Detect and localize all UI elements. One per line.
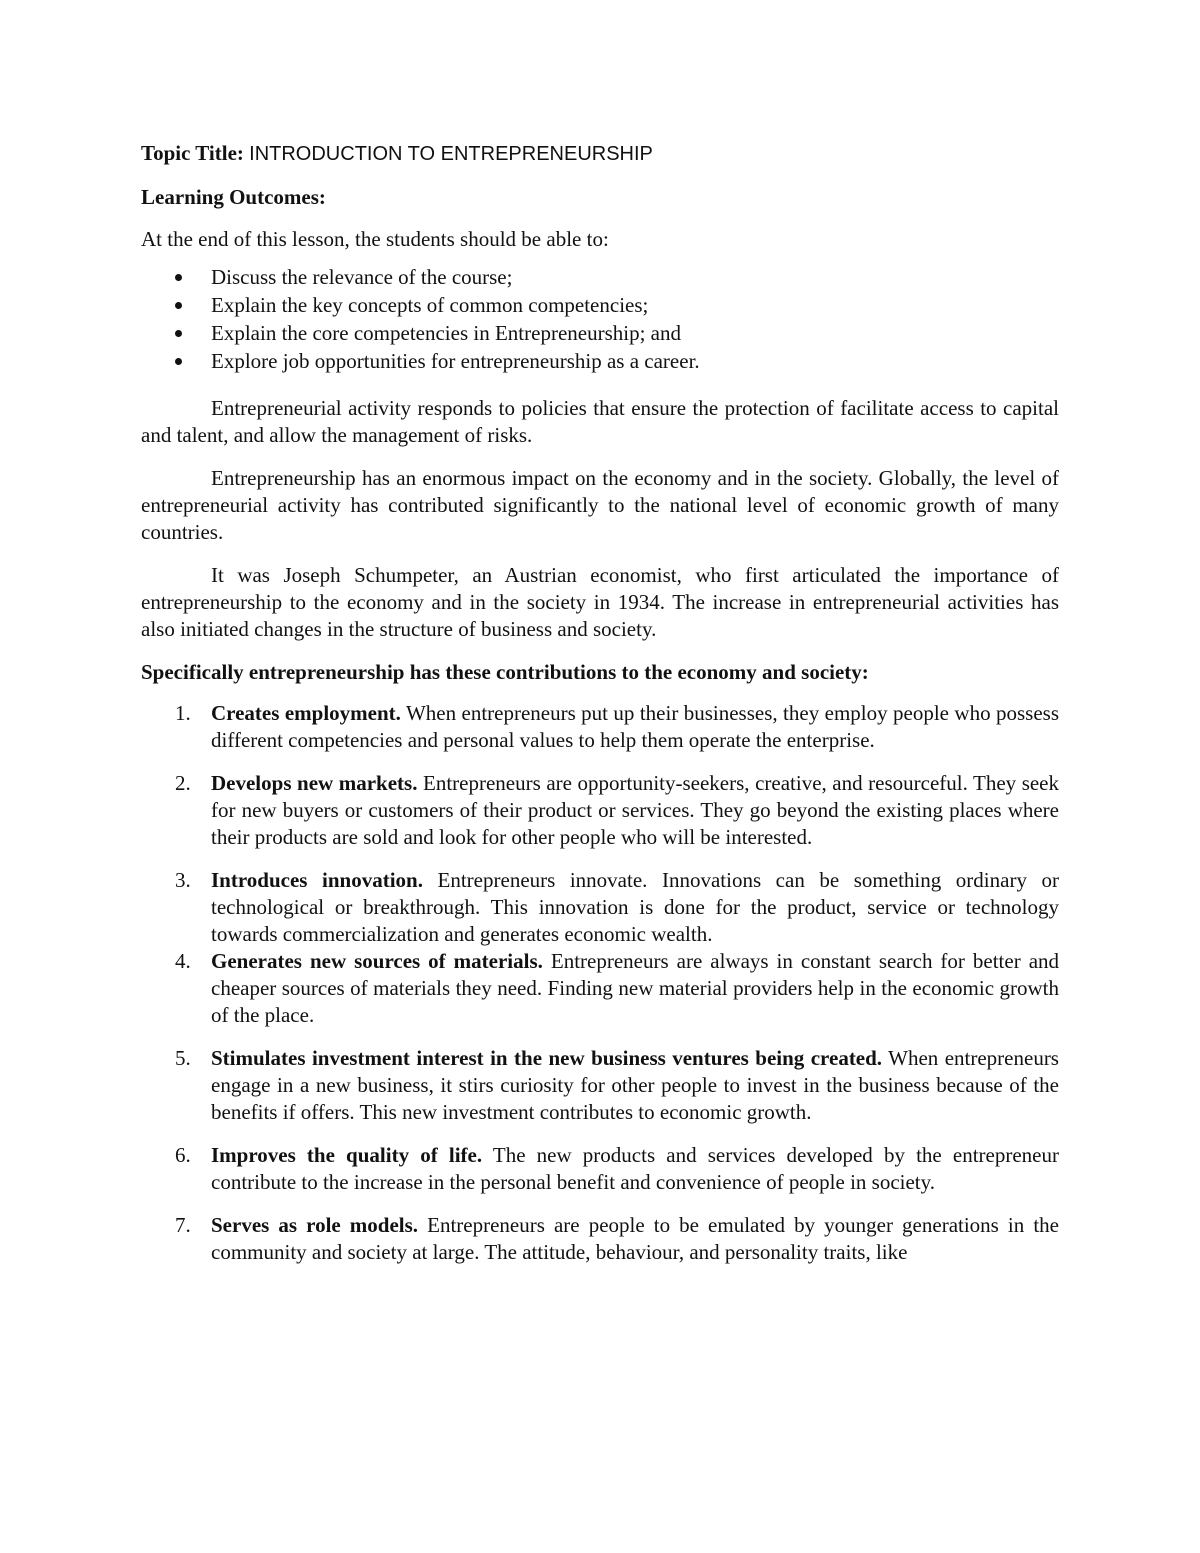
item-term: Stimulates investment interest in the new business ventures being created. [211, 1046, 883, 1070]
item-term: Serves as role models. [211, 1213, 419, 1237]
contributions-heading: Specifically entrepreneurship has these contributions to the economy and society: [141, 660, 869, 684]
item-text: When entrepreneurs put up their businesses, they employ people who possess different competencies and personal values to help them operate the enterprise. [211, 701, 1060, 752]
item-text: Entrepreneurs are always in constant search for better and cheaper sources of materials they need. Finding new material providers help in the economic growth of the place. [211, 949, 1060, 1027]
contribution-item [141, 700, 1059, 754]
item-number: 7. [175, 1213, 191, 1237]
bullet-icon [175, 302, 182, 309]
item-number: 4. [175, 949, 191, 973]
item-term: Creates employment. [211, 701, 401, 725]
list-item [141, 319, 1059, 347]
list-item [141, 347, 1059, 375]
list-item-text: Explore job opportunities for entrepreneurship as a career. [211, 349, 700, 373]
topic-title-label: Topic Title: [141, 141, 244, 165]
bullet-icon [175, 358, 182, 365]
item-term: Introduces innovation. [211, 868, 423, 892]
topic-title-line [141, 140, 1059, 168]
body-paragraph: Entrepreneurial activity responds to policies that ensure the protection of facilitate access to capital and talent, and allow the management of risks. [141, 396, 1059, 447]
contribution-item [141, 1142, 1059, 1196]
item-text: Entrepreneurs are people to be emulated by younger generations in the community and society at large. The attitude, behaviour, and personality traits, like [211, 1213, 1059, 1264]
item-text: When entrepreneurs engage in a new business, it stirs curiosity for other people to invest in the business because of the benefits if offers. This new investment contributes to economic growth. [211, 1046, 1059, 1124]
contribution-item [141, 1045, 1059, 1126]
item-number: 1. [175, 701, 191, 725]
list-item-text: Explain the core competencies in Entrepreneurship; and [211, 321, 681, 345]
item-text: Entrepreneurs innovate. Innovations can be something ordinary or technological or breakthrough. This innovation is done for the product, service or technology towards commercialization and generates economic wealth. [211, 868, 1059, 946]
item-text: Entrepreneurs are opportunity-seekers, creative, and resourceful. They seek for new buyers or customers of their product or services. They go beyond the existing places where their products are sold and look for other people who will be interested. [211, 771, 1060, 849]
item-number: 6. [175, 1143, 191, 1167]
contribution-item [141, 770, 1059, 851]
list-item-text: Explain the key concepts of common competencies; [211, 293, 649, 317]
body-paragraph: It was Joseph Schumpeter, an Austrian economist, who first articulated the importance of entrepreneurship to the economy and in the society in 1934. The increase in entrepreneurial activities has also initiated changes in the structure of business and society. [141, 563, 1059, 641]
item-term: Develops new markets. [211, 771, 418, 795]
item-number: 5. [175, 1046, 191, 1070]
list-item [141, 291, 1059, 319]
list-item-text: Discuss the relevance of the course; [211, 265, 513, 289]
learning-outcomes-list [141, 263, 1059, 375]
topic-title-value: INTRODUCTION TO ENTREPRENEURSHIP [249, 143, 653, 165]
bullet-icon [175, 274, 182, 281]
item-term: Improves the quality of life. [211, 1143, 483, 1167]
list-item [141, 263, 1059, 291]
contribution-item [141, 867, 1059, 948]
item-term: Generates new sources of materials. [211, 949, 543, 973]
item-number: 2. [175, 771, 191, 795]
contribution-item [141, 1212, 1059, 1266]
item-number: 3. [175, 868, 191, 892]
contribution-item [141, 948, 1059, 1029]
contributions-list [141, 700, 1059, 1266]
item-text: The new products and services developed by the entrepreneur contribute to the increase in the personal benefit and convenience of people in society. [211, 1143, 1059, 1194]
body-paragraph: Entrepreneurship has an enormous impact on the economy and in the society. Globally, the level of entrepreneurial activity has contributed significantly to the national level of economic growth of many countries. [141, 466, 1059, 544]
learning-outcomes-heading: Learning Outcomes: [141, 185, 326, 209]
bullet-icon [175, 330, 182, 337]
learning-outcomes-intro: At the end of this lesson, the students should be able to: [141, 227, 609, 251]
